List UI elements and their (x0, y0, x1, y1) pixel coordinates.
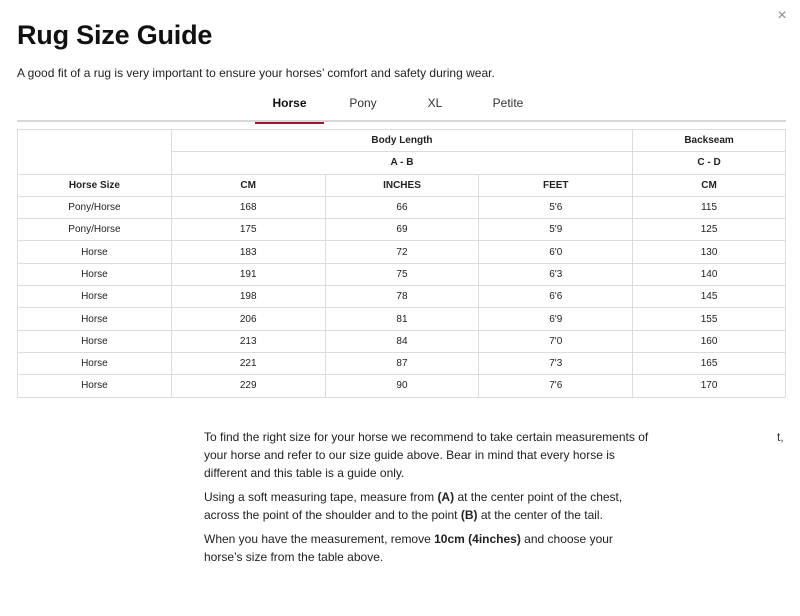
cell-horse-size: Pony/Horse (18, 219, 172, 241)
close-icon[interactable]: × (777, 7, 787, 24)
cell-inches: 90 (325, 375, 479, 397)
measurement-info (204, 428, 650, 572)
table-header-empty (18, 130, 172, 175)
cell-backseam-cm: 160 (633, 330, 786, 352)
cell-backseam-cm: 140 (633, 263, 786, 285)
table-row (18, 330, 786, 352)
cell-backseam-cm: 125 (633, 219, 786, 241)
cell-horse-size: Pony/Horse (18, 196, 172, 218)
tab-horse[interactable]: Horse (255, 90, 324, 122)
backseam-header: Backseam (633, 130, 786, 152)
cell-cm: 191 (171, 263, 325, 285)
cell-feet: 7'3 (479, 352, 633, 374)
cell-inches: 87 (325, 352, 479, 374)
cell-inches: 78 (325, 286, 479, 308)
column-header-horse-size: Horse Size (18, 174, 172, 196)
info-bold: (A) (437, 490, 455, 504)
column-header-feet: FEET (479, 174, 633, 196)
cell-horse-size: Horse (18, 330, 172, 352)
cell-inches: 69 (325, 219, 479, 241)
cell-feet: 6'6 (479, 286, 633, 308)
cell-inches: 75 (325, 263, 479, 285)
backseam-sub-header: C - D (633, 152, 786, 174)
cell-backseam-cm: 130 (633, 241, 786, 263)
cell-feet: 7'0 (479, 330, 633, 352)
table-row (18, 241, 786, 263)
table-row (18, 196, 786, 218)
modal-subtitle: A good fit of a rug is very important to ensure your horses’ comfort and safety during wear. (17, 66, 495, 80)
cell-backseam-cm: 155 (633, 308, 786, 330)
table-row (18, 375, 786, 397)
cell-inches: 81 (325, 308, 479, 330)
cell-cm: 198 (171, 286, 325, 308)
cell-cm: 175 (171, 219, 325, 241)
clipped-text: t, (777, 430, 784, 444)
table-row (18, 219, 786, 241)
cell-backseam-cm: 115 (633, 196, 786, 218)
column-header-backseam-cm: CM (633, 174, 786, 196)
tab-pony[interactable]: Pony (349, 96, 377, 110)
cell-cm: 183 (171, 241, 325, 263)
column-header-cm: CM (171, 174, 325, 196)
cell-feet: 5'6 (479, 196, 633, 218)
cell-cm: 229 (171, 375, 325, 397)
column-header-inches: INCHES (325, 174, 479, 196)
cell-horse-size: Horse (18, 241, 172, 263)
info-text: at the center point of the chest, across the point of the shoulder and to the point (204, 490, 623, 522)
size-table (17, 129, 786, 398)
table-row (18, 352, 786, 374)
cell-horse-size: Horse (18, 308, 172, 330)
cell-horse-size: Horse (18, 352, 172, 374)
info-text: at the center of the tail. (477, 508, 603, 522)
cell-cm: 206 (171, 308, 325, 330)
cell-cm: 213 (171, 330, 325, 352)
table-row (18, 286, 786, 308)
cell-feet: 6'0 (479, 241, 633, 263)
tab-petite[interactable]: Petite (492, 96, 524, 110)
cell-inches: 72 (325, 241, 479, 263)
modal-title: Rug Size Guide (17, 20, 213, 50)
info-text: Using a soft measuring tape, measure from (204, 490, 438, 504)
info-text: and choose your horse’s size from the table above. (204, 532, 613, 564)
info-bold: (B) (460, 508, 478, 522)
cell-cm: 168 (171, 196, 325, 218)
cell-horse-size: Horse (18, 286, 172, 308)
info-bold: 10cm (4inches) (434, 532, 521, 546)
cell-backseam-cm: 165 (633, 352, 786, 374)
cell-feet: 5'9 (479, 219, 633, 241)
size-tabs (17, 90, 786, 122)
cell-feet: 6'9 (479, 308, 633, 330)
info-paragraph: To find the right size for your horse we recommend to take certain measurements of your horse and refer to our size guide above. Bear in mind that every horse is different and this table is a guide only. (204, 430, 649, 480)
body-length-header: Body Length (171, 130, 632, 152)
cell-backseam-cm: 145 (633, 286, 786, 308)
cell-inches: 66 (325, 196, 479, 218)
table-row (18, 308, 786, 330)
cell-feet: 7'6 (479, 375, 633, 397)
info-paragraph (204, 530, 650, 566)
table-column-row (18, 174, 786, 196)
info-text: When you have the measurement, remove (204, 532, 435, 546)
cell-horse-size: Horse (18, 375, 172, 397)
cell-horse-size: Horse (18, 263, 172, 285)
table-header-row (18, 130, 786, 152)
cell-feet: 6'3 (479, 263, 633, 285)
body-length-sub-header: A - B (171, 152, 632, 174)
info-paragraph (204, 488, 650, 524)
tab-xl[interactable]: XL (427, 96, 443, 110)
table-row (18, 263, 786, 285)
cell-backseam-cm: 170 (633, 375, 786, 397)
cell-inches: 84 (325, 330, 479, 352)
cell-cm: 221 (171, 352, 325, 374)
